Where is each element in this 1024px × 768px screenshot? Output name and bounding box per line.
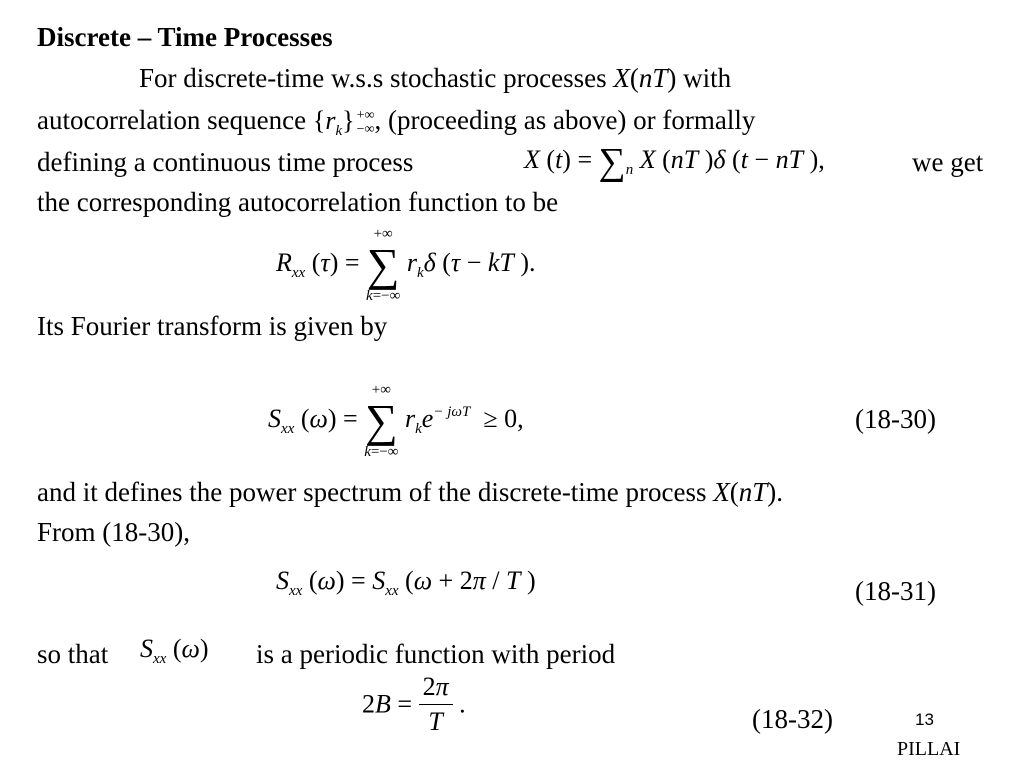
from-reference-text: From (18-30), — [37, 517, 190, 547]
text: For discrete-time w.s.s stochastic processes — [139, 63, 614, 93]
text: and it defines the power spectrum of the discrete-time process — [37, 477, 714, 507]
summation-symbol: +∞ ∑ k=−∞ — [366, 226, 401, 304]
so-that-text: so that — [37, 639, 109, 669]
text: nT — [638, 63, 668, 93]
equation-number: (18-31) — [855, 576, 936, 606]
text: , (proceeding as above) or formally — [374, 105, 756, 135]
text: ) with — [667, 63, 732, 93]
equation-number: (18-32) — [752, 704, 833, 734]
summation-symbol: +∞ ∑ k=−∞ — [364, 382, 399, 460]
power-spectrum-equation: $S_{xx}$ (ω) = +∞ ∑ k=−∞ $r_ke^{- j\omega T} \ge 0$, — [268, 382, 524, 460]
periodicity-equation: $S_{xx}$ $(\omega) = S_{xx}$ (ω + 2π / T ) — [276, 566, 536, 599]
slide-title: Discrete – Time Processes — [37, 22, 333, 52]
para1-line4: the corresponding autocorrelation function to be — [37, 187, 559, 217]
text: autocorrelation sequence — [37, 105, 313, 135]
text: nT — [738, 477, 768, 507]
fourier-intro-text: Its Fourier transform is given by — [37, 311, 388, 341]
text: X — [613, 63, 630, 93]
period-equation: 2B = $\frac{2\pi}{T}$ . — [362, 670, 466, 739]
equation-number: (18-30) — [855, 404, 936, 434]
power-spectrum-text — [37, 472, 783, 512]
para1-line3 — [37, 142, 413, 182]
continuous-process-formula: X $(t) = \sum_n$ X (nT )δ (t − nT ), — [524, 141, 825, 183]
author-name: PILLAI — [897, 738, 961, 760]
para1-line1 — [139, 58, 731, 98]
text: ( — [629, 63, 639, 93]
sxx-inline-formula: $S_{xx}$ (ω) — [140, 634, 209, 667]
page-number: 13 — [915, 710, 934, 729]
text: ). — [767, 477, 784, 507]
fraction: $\frac{2\pi}{T}$ — [419, 670, 453, 739]
r-sequence-formula: $\{r_k\}$ +∞ −∞ — [312, 106, 375, 139]
text: we get — [912, 147, 984, 177]
autocorrelation-equation: $R_{xx}$ (τ) = +∞ ∑ k=−∞ $r_k\delta$ (τ − kT ). — [276, 226, 536, 304]
text: ( — [729, 477, 739, 507]
periodic-text: is a periodic function with period — [256, 639, 616, 669]
text: defining a continuous time process — [37, 147, 414, 177]
text: X — [713, 477, 730, 507]
